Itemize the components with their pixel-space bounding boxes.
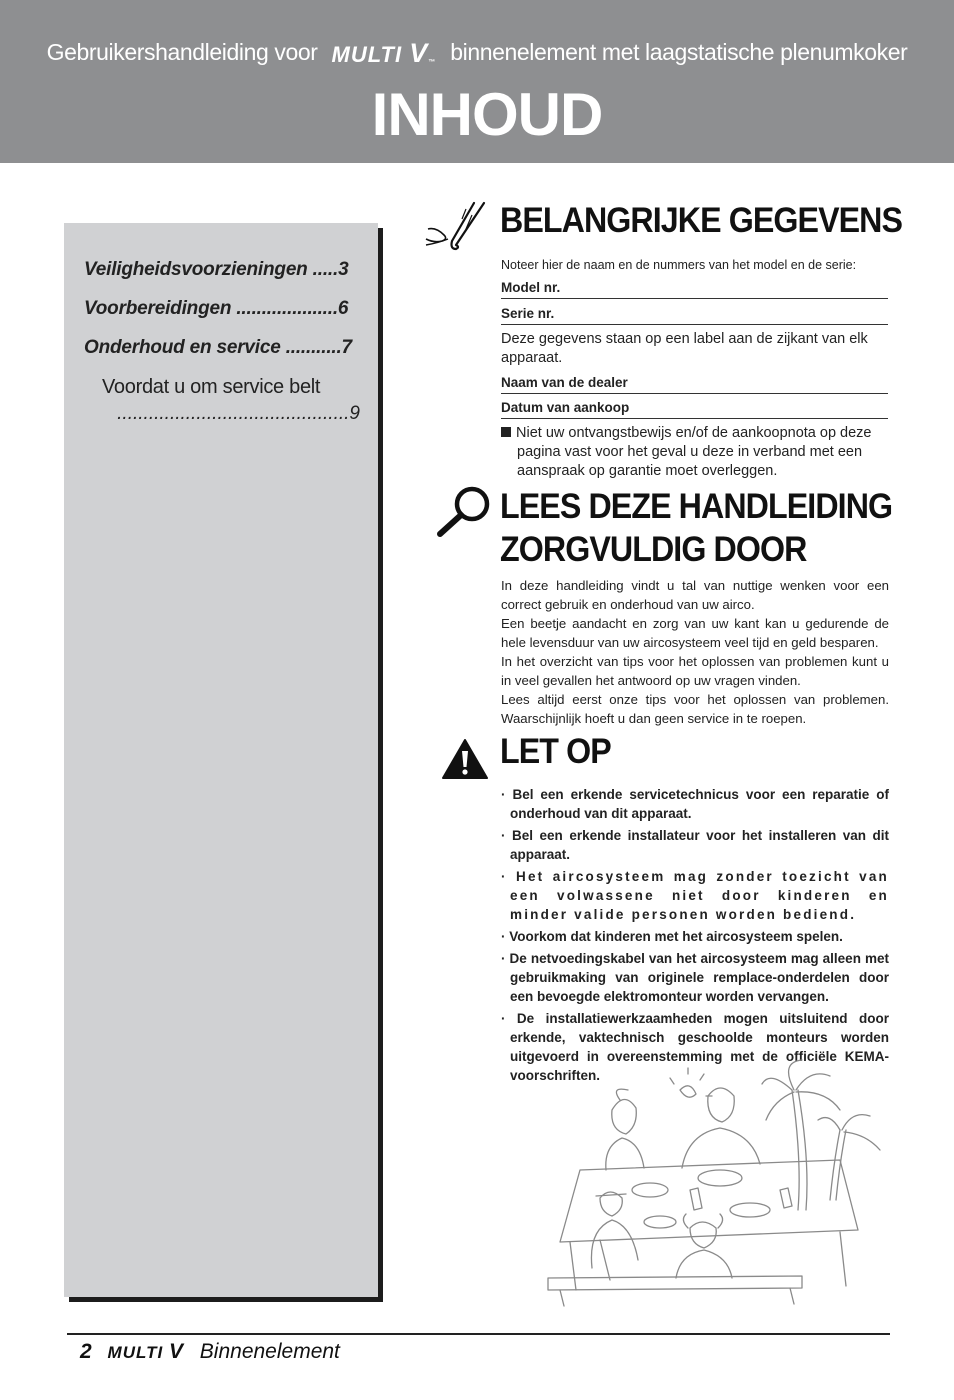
header-subtitle-before: Gebruikershandleiding voor — [46, 39, 318, 65]
dealer-name-field[interactable]: Naam van de dealer — [501, 375, 888, 394]
model-number-field[interactable]: Model nr. — [501, 280, 888, 299]
picnic-illustration — [540, 1050, 900, 1310]
caution-item: · De installatiewerkzaamheden mogen uitsluitend door erkende, vaktechnisch geschoolde monteurs worden uitgevoerd in overeenstemming met de officiële KEMA-voorschriften. — [501, 1011, 889, 1083]
caution-item: · Voorkom dat kinderen met het aircosysteem spelen. — [501, 929, 843, 944]
toc-subitem-service[interactable]: Voordat u om service belt — [102, 376, 321, 398]
read-manual-paragraph: In het overzicht van tips voor het oplossen van problemen kunt u in veel gevallen het antwoord op uw vragen vinden. — [501, 654, 889, 688]
receipt-bullet: Niet uw ontvangstbewijs en/of de aankoopnota op deze pagina vast voor het geval u deze in verband met een aanspraak op garantie moet overleggen. — [501, 424, 889, 481]
page-title: INHOUD — [371, 81, 603, 148]
header-subtitle-after: binnenelement met laagstatische plenumkoker — [450, 39, 908, 65]
section-important-data-intro: Noteer hier de naam en de nummers van het model en de serie: — [501, 258, 857, 272]
warning-icon — [441, 738, 489, 780]
toc-item-onderhoud[interactable]: Onderhoud en service ...........7 — [84, 337, 352, 358]
label-location-note: Deze gegevens staan op een label aan de zijkant van elk apparaat. — [501, 331, 868, 366]
caution-item: · Bel een erkende servicetechnicus voor een reparatie of onderhoud van dit apparaat. — [501, 787, 889, 821]
table-of-contents — [64, 223, 378, 1297]
header-subtitle — [0, 38, 954, 69]
section-read-manual-title-line1: LEES DEZE HANDLEIDING — [500, 487, 893, 526]
pen-icon — [422, 199, 492, 253]
header-band — [0, 0, 954, 163]
serial-number-field[interactable]: Serie nr. — [501, 306, 888, 325]
read-manual-paragraph: Lees altijd eerst onze tips voor het oplossen van problemen. Waarschijnlijk hoeft u dan geen service in te roepen. — [501, 692, 889, 726]
page-footer — [80, 1340, 340, 1364]
magnifier-icon — [434, 484, 494, 538]
read-manual-paragraph: Een beetje aandacht en zorg van uw kant kan u gedurende de hele levensduur van uw aircosysteem veel tijd en geld besparen. — [501, 616, 889, 650]
section-read-manual-title-line2: ZORGVULDIG DOOR — [500, 530, 807, 569]
section-caution-title: LET OP — [500, 732, 611, 771]
toc-item-voorbereidingen[interactable]: Voorbereidingen ....................6 — [84, 298, 349, 319]
page-number: 2 — [80, 1340, 92, 1363]
square-bullet-icon — [501, 427, 511, 437]
footer-label: Binnenelement — [199, 1340, 340, 1363]
purchase-date-field[interactable]: Datum van aankoop — [501, 400, 888, 419]
read-manual-paragraph: In deze handleiding vindt u tal van nuttige wenken voor een correct gebruik en onderhoud van uw airco. — [501, 578, 889, 612]
caution-item: · Bel een erkende installateur voor het installeren van dit apparaat. — [501, 828, 889, 862]
footer-multi-v-logo: MULTI V — [107, 1340, 184, 1363]
footer-divider — [67, 1333, 890, 1335]
section-important-data-title: BELANGRIJKE GEGEVENS — [500, 201, 903, 240]
multi-v-logo: MULTI V™ — [331, 38, 437, 68]
caution-item: · Het aircosysteem mag zonder toezicht van een volwassene niet door kinderen en minder valide personen worden bediend. — [501, 869, 889, 922]
toc-subitem-page: ............................................9 — [117, 403, 360, 424]
caution-item: · De netvoedingskabel van het aircosysteem mag alleen met gebruikmaking van originele remplace-onderdelen door een bevoegde elektromonteur worden vervangen. — [501, 951, 889, 1004]
toc-item-veiligheid[interactable]: Veiligheidsvoorzieningen .....3 — [84, 259, 349, 280]
